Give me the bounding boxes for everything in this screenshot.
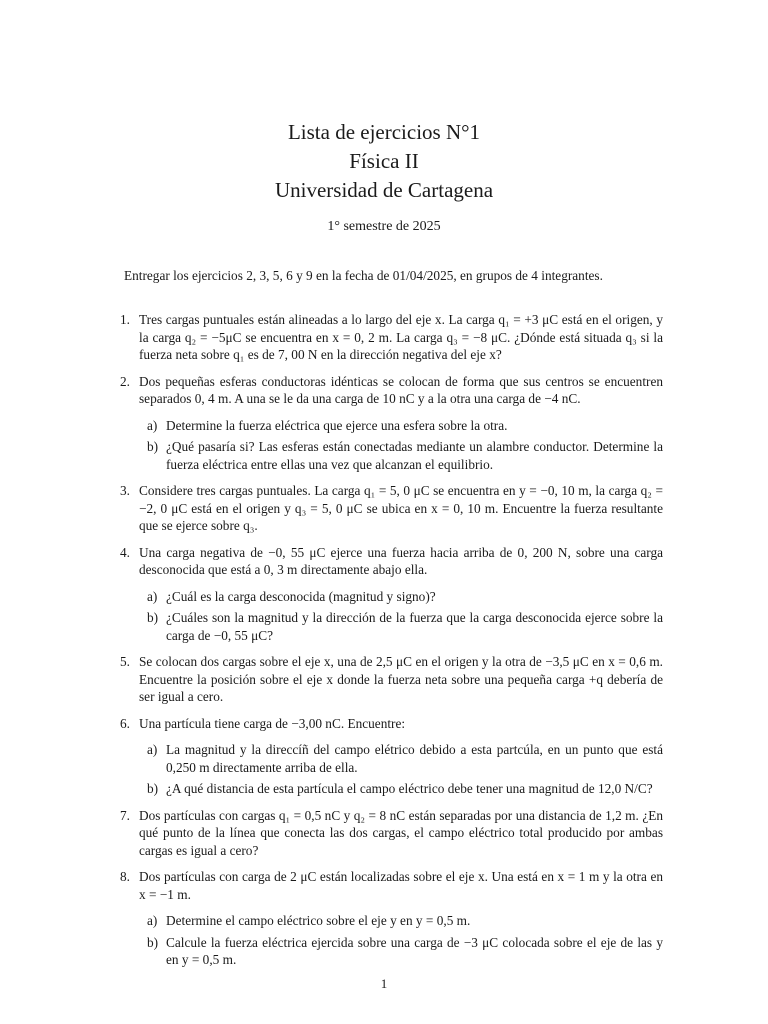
subitem-label: b) [147, 610, 159, 625]
exercise-number: 8. [120, 869, 130, 884]
exercise-text: Una carga negativa de −0, 55 μC ejerce una fuerza hacia arriba de 0, 200 N, sobre una carga desconocida que está a 0, 3 m directamente abajo ella. [139, 544, 663, 577]
exercise-text: Dos pequeñas esferas conductoras idénticas se colocan de forma que sus centros se encuentren separados 0, 4 m. A una se le da una carga de 10 nC y a la otra una carga de −4 nC. [139, 373, 663, 406]
exercise-7 [120, 807, 663, 860]
subitem-label: a) [147, 588, 158, 604]
subitem-list [139, 912, 663, 969]
subitem-label: a) [147, 417, 158, 433]
subitem-a [139, 912, 663, 930]
subitem-b [139, 934, 663, 969]
exercise-6 [120, 715, 663, 798]
exercise-number: 2. [120, 373, 130, 389]
subitem-list [139, 417, 663, 474]
subitem-label: b) [147, 439, 159, 454]
subitem-text: Determine la fuerza eléctrica que ejerce una esfera sobre la otra. [166, 417, 508, 433]
exercise-5 [120, 653, 663, 706]
subitem-list [139, 588, 663, 645]
subitem-text: ¿A qué distancia de esta partícula el campo eléctrico debe tener una magnitud de 12,0 N/C? [166, 781, 653, 796]
exercise-text: Dos partículas con carga de 2 μC están localizadas sobre el eje x. Una está en x = 1 m y la otra en x = −1 m. [139, 869, 663, 902]
exercise-number: 4. [120, 544, 130, 560]
exercise-text: Considere tres cargas puntuales. La carga q₁ = 5, 0 μC se encuentra en y = −0, 10 m, la carga q₂ = −2, 0 μC está en el origen y q₃ = 5, 0 μC se ubica en x = 0, 10 m. Encuentre la fuerza resultante que se ejerce sobre q₃. [139, 483, 663, 533]
subitem-label: a) [147, 913, 158, 928]
subitem-a [139, 588, 663, 606]
exercise-text: Dos partículas con cargas q₁ = 0,5 nC y q₂ = 8 nC están separadas por una distancia de 1,2 m. ¿En qué punto de la línea que conecta las dos cargas, el campo eléctrico total producido por ambas cargas es igual a cero? [139, 807, 663, 858]
instructions-text: Entregar los ejercicios 2, 3, 5, 6 y 9 en la fecha de 01/04/2025, en grupos de 4 integrantes. [124, 268, 603, 283]
title-line-2: Física II [349, 149, 419, 173]
subitem-text: ¿Cuáles son la magnitud y la dirección de la fuerza que la carga desconocida ejerce sobre la carga de −0, 55 μC? [166, 610, 663, 643]
exercise-8 [120, 868, 663, 969]
subitem-b [139, 438, 663, 473]
subitem-text: La magnitud y la direccíñ del campo elétrico debido a esta partcúla, en un punto que está 0,250 m directamente arriba de ella. [166, 742, 663, 775]
document-title [0, 118, 768, 205]
page-number: 1 [380, 976, 388, 991]
exercise-text: Se colocan dos cargas sobre el eje x, una de 2,5 μC en el origen y la otra de −3,5 μC en x = 0,6 m. Encuentre la posición sobre el eje x donde la fuerza neta sobre una pequeña carga +q debería de ser igual a cero. [139, 654, 663, 704]
subitem-text: ¿Cuál es la carga desconocida (magnitud y signo)? [166, 588, 436, 604]
subitem-b [139, 609, 663, 644]
title-line-1: Lista de ejercicios N°1 [287, 120, 481, 144]
exercise-text: Tres cargas puntuales están alineadas a lo largo del eje x. La carga q₁ = +3 μC está en el origen, y la carga q₂ = −5μC se encuentra en x = 0, 2 m. La carga q₃ = −8 μC. ¿Dónde está situada q₃ si la fuerza neta sobre q₁ es de 7, 00 N en la dirección negativa del eje x? [139, 312, 663, 362]
subitem-label: a) [147, 742, 158, 757]
exercise-number: 7. [120, 807, 130, 823]
subitem-text: Determine el campo eléctrico sobre el eje y en y = 0,5 m. [166, 913, 471, 928]
exercise-number: 6. [120, 715, 130, 731]
exercise-3 [120, 482, 663, 535]
subitem-a [139, 417, 663, 435]
exercise-number: 3. [120, 483, 130, 498]
subitem-text: ¿Qué pasaría si? Las esferas están conectadas mediante un alambre conductor. Determine la fuerza eléctrica entre ellas una vez que alcanzan el equilibrio. [166, 439, 663, 472]
exercise-1 [120, 311, 663, 364]
subitem-label: b) [147, 781, 159, 796]
subitem-b [139, 780, 663, 798]
exercise-number: 5. [120, 654, 130, 669]
exercise-number: 1. [120, 312, 130, 327]
subitem-a [139, 741, 663, 776]
exercise-2 [120, 373, 663, 474]
subitem-text: Calcule la fuerza eléctrica ejercida sobre una carga de −3 μC colocada sobre el eje de las y en y = 0,5 m. [166, 934, 663, 967]
exercise-4 [120, 544, 663, 645]
subitem-list [139, 741, 663, 798]
subitem-label: b) [147, 934, 159, 950]
title-line-3: Universidad de Cartagena [274, 178, 494, 202]
exercise-list [120, 311, 663, 978]
exercise-text: Una partícula tiene carga de −3,00 nC. Encuentre: [139, 715, 406, 731]
semester-line: 1° semestre de 2025 [327, 219, 441, 234]
